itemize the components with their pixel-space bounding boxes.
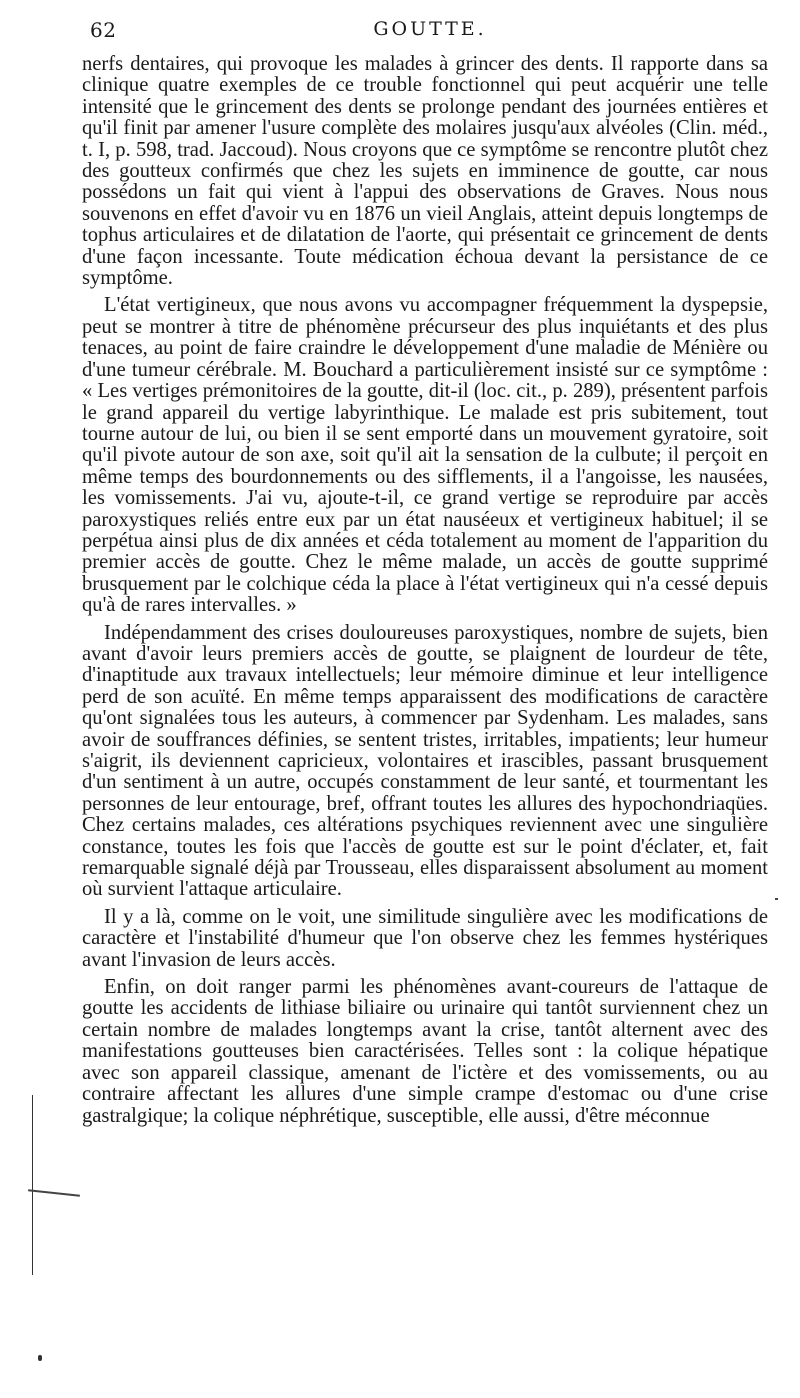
margin-bracket-mark bbox=[32, 1095, 39, 1275]
body-text bbox=[82, 54, 768, 1127]
page-number: 62 bbox=[90, 18, 117, 42]
paragraph-grinding-teeth: nerfs dentaires, qui provoque les malades à grincer des dents. Il rapporte dans sa clinique quatre exemples de ce trouble fonctionnel qui peut acquérir une telle intensité que le grincement des dents se prolonge pendant des journées entières et qu'il finit par amener l'usure complète des molaires jusqu'aux alvéoles (Clin. méd., t. I, p. 598, trad. Jaccoud). Nous croyons que ce symptôme se rencontre plutôt chez des goutteux confirmés que chez les sujets en imminence de goutte, car nous possédons un fait qui vient à l'appui des observations de Graves. Nous nous souvenons en effet d'avoir vu en 1876 un vieil Anglais, atteint depuis longtemps de tophus articulaires et de dilatation de l'aorte, qui présentait ce grincement de dents d'une façon incessante. Toute médication échoua devant la persistance de ce symptôme. bbox=[82, 53, 768, 290]
page-header bbox=[90, 18, 770, 52]
ink-speck bbox=[38, 1355, 42, 1361]
paragraph-hysteria-similarity: Il y a là, comme on le voit, une similitude singulière avec les modifications de caractère et l'instabilité d'humeur que l'on observe chez les femmes hystériques avant l'invasion de leurs accès. bbox=[82, 905, 768, 971]
paragraph-vertigo: L'état vertigineux, que nous avons vu accompagner fréquemment la dyspepsie, peut se montrer à titre de phénomène précurseur des plus inquiétants et des plus tenaces, au point de faire craindre le développement d'une maladie de Ménière ou d'une tumeur cérébrale. M. Bouchard a particulièrement insisté sur ce symptôme : « Les vertiges prémonitoires de la goutte, dit-il (loc. cit., p. 289), présentent parfois le grand appareil du vertige labyrinthique. Le malade est pris subitement, tout tourne autour de lui, ou bien il se sent emporté dans un mouvement gyratoire, soit qu'il pivote autour de son axe, soit qu'il ait la sensation de la culbute; il perçoit en même temps des bourdonnements ou des sifflements, il a l'angoisse, les nausées, les vomissements. J'ai vu, ajoute-t-il, ce grand vertige se reproduire par accès paroxystiques reliés entre eux par un état nauséeux et vertigineux habituel; il se perpétua ainsi plus de dix années et céda totalement au moment de l'apparition du premier accès de goutte. Chez le même malade, un accès de goutte supprimé brusquement par le colchique céda la place à l'état vertigineux qui n'a cessé depuis qu'à de rares intervalles. » bbox=[82, 294, 768, 617]
ink-speck-right bbox=[775, 898, 778, 900]
paragraph-psychic-changes: Indépendamment des crises douloureuses paroxystiques, nombre de sujets, bien avant d'avoir leurs premiers accès de goutte, se plaignent de lourdeur de tête, d'inaptitude aux travaux intellectuels; leur mémoire diminue et leur intelligence perd de son acuïté. En même temps apparaissent des modifications de caractère qu'ont signalées tous les auteurs, à commencer par Sydenham. Les malades, sans avoir de souffrances définies, se sentent tristes, irritables, impatients; leur humeur s'aigrit, ils deviennent capricieux, volontaires et irascibles, passant brusquement d'un sentiment à un autre, occupés constamment de leur santé, et tourmentant les personnes de leur entourage, bref, offrant toutes les allures des hypochondriaqües. Chez certains malades, ces altérations psychiques reviennent avec une singulière constance, toutes les fois que l'accès de goutte est sur le point d'éclater, et, fait remarquable signalé déjà par Trousseau, elles disparaissent absolument au moment où survient l'attaque articulaire. bbox=[82, 621, 768, 901]
running-title: GOUTTE. bbox=[373, 18, 487, 40]
paragraph-lithiasis: Enfin, on doit ranger parmi les phénomènes avant-coureurs de l'attaque de goutte les accidents de lithiase biliaire ou urinaire qui tantôt surviennent chez un certain nombre de malades longtemps avant la crise, tantôt alternent avec des manifestations goutteuses bien caractérisées. Telles sont : la colique hépatique avec son appareil classique, amenant de l'ictère et des vomissements, ou au contraire affectant les allures d'une simple crampe d'estomac ou d'une crise gastralgique; la colique néphrétique, susceptible, elle aussi, d'être méconnue bbox=[82, 976, 768, 1127]
